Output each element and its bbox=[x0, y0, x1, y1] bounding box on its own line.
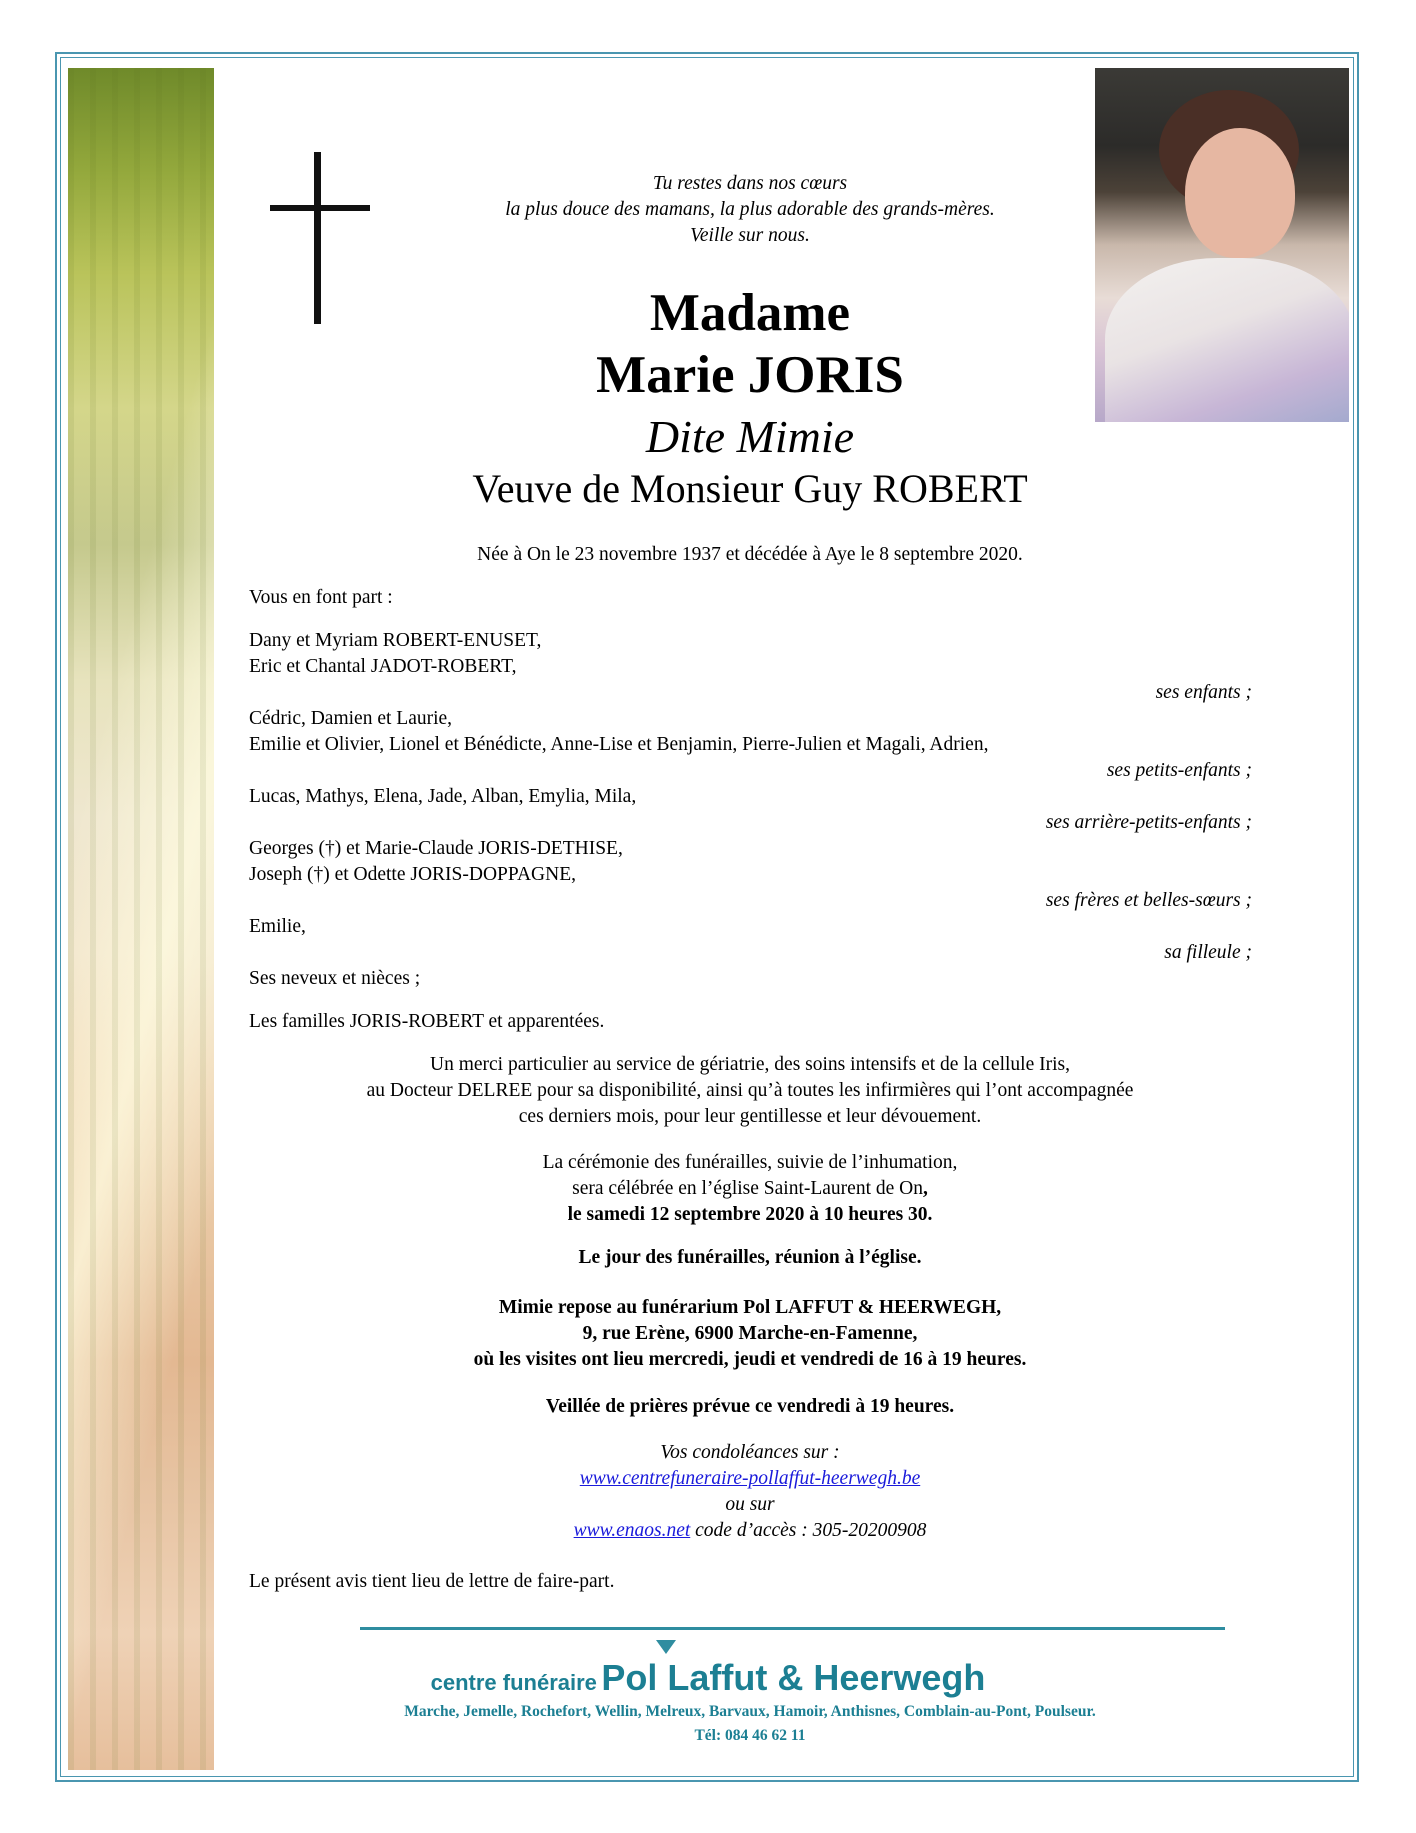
epitaph-line: Veille sur nous. bbox=[690, 225, 810, 246]
siblings-list bbox=[249, 836, 623, 888]
epitaph-line: la plus douce des mamans, la plus adorable des grands-mères. bbox=[505, 199, 995, 220]
thanks-line: ces derniers mois, pour leur gentillesse et leur dévouement. bbox=[518, 1106, 982, 1127]
thanks-line: Un merci particulier au service de gériatrie, des soins intensifs et de la cellule Iris, bbox=[429, 1054, 1070, 1075]
condolences-link-primary[interactable]: www.centrefuneraire-pollaffut-heerwegh.be bbox=[579, 1468, 921, 1489]
birth-death-line: Née à On le 23 novembre 1937 et décédée à Aye le 8 septembre 2020. bbox=[477, 544, 1023, 565]
funerarium-line: où les visites ont lieu mercredi, jeudi et vendredi de 16 à 19 heures. bbox=[473, 1349, 1027, 1370]
forest-path-image bbox=[68, 68, 214, 1770]
goddaughter: Emilie, bbox=[249, 916, 306, 937]
list-item: Dany et Myriam ROBERT-ENUSET, bbox=[249, 630, 542, 651]
goddaughter-label: sa filleule ; bbox=[1164, 942, 1252, 963]
list-item: Eric et Chantal JADOT-ROBERT, bbox=[249, 656, 517, 677]
announcement: Vous en font part : bbox=[249, 587, 393, 608]
vigil-notice: Veillée de prières prévue ce vendredi à 19 heures. bbox=[545, 1396, 955, 1417]
list-item: Emilie et Olivier, Lionel et Bénédicte, Anne-Lise et Benjamin, Pierre-Julien et Magali, Adrien, bbox=[249, 734, 989, 755]
ceremony-line bbox=[240, 1176, 1260, 1202]
deceased-name: Marie JORIS bbox=[596, 346, 904, 404]
footer-logo bbox=[0, 1657, 1416, 1699]
footer-towns: Marche, Jemelle, Rochefort, Wellin, Melreux, Barvaux, Hamoir, Anthisnes, Comblain-au-Pont, Poulseur. bbox=[404, 1703, 1096, 1720]
funerarium-line: 9, rue Erène, 6900 Marche-en-Famenne, bbox=[582, 1323, 918, 1344]
footer-triangle-icon bbox=[656, 1640, 676, 1654]
deceased-nickname: Dite Mimie bbox=[645, 411, 855, 462]
nephews-nieces: Ses neveux et nièces ; bbox=[249, 968, 421, 989]
funerarium-line: Mimie repose au funérarium Pol LAFFUT & HEERWEGH, bbox=[498, 1297, 1002, 1318]
funerarium-paragraph bbox=[240, 1295, 1260, 1373]
epitaph bbox=[240, 171, 1260, 249]
condolences-intro: Vos condoléances sur : bbox=[660, 1442, 840, 1463]
footer-rule bbox=[360, 1627, 1225, 1630]
related-families: Les familles JORIS-ROBERT et apparentées. bbox=[249, 1011, 605, 1032]
grandchildren-label: ses petits-enfants ; bbox=[1106, 760, 1252, 781]
notice-line: Le présent avis tient lieu de lettre de faire-part. bbox=[249, 1571, 615, 1592]
ceremony-church: sera célébrée en l’église Saint-Laurent de On bbox=[572, 1178, 923, 1199]
list-item: Joseph (†) et Odette JORIS-DOPPAGNE, bbox=[249, 864, 576, 885]
deceased-title: Madame bbox=[649, 284, 851, 342]
epitaph-line: Tu restes dans nos cœurs bbox=[652, 173, 848, 194]
great-grandchildren-label: ses arrière-petits-enfants ; bbox=[1045, 812, 1252, 833]
deceased-name-block bbox=[240, 282, 1260, 406]
ceremony-line: La cérémonie des funérailles, suivie de l’inhumation, bbox=[542, 1152, 958, 1173]
thanks-paragraph bbox=[240, 1052, 1260, 1130]
ceremony-date: le samedi 12 septembre 2020 à 10 heures 30. bbox=[567, 1204, 933, 1225]
condolences-block bbox=[240, 1440, 1260, 1544]
access-code: code d’accès : 305-20200908 bbox=[690, 1520, 927, 1541]
grandchildren-list bbox=[249, 706, 988, 758]
logo-name: Pol Laffut & Heerwegh bbox=[601, 1657, 986, 1698]
ceremony-paragraph bbox=[240, 1150, 1260, 1228]
footer-phone: Tél: 084 46 62 11 bbox=[694, 1727, 806, 1744]
meeting-notice: Le jour des funérailles, réunion à l’église. bbox=[578, 1247, 922, 1268]
widow-of: Veuve de Monsieur Guy ROBERT bbox=[472, 466, 1028, 511]
condolences-or: ou sur bbox=[725, 1494, 775, 1515]
list-item: Cédric, Damien et Laurie, bbox=[249, 708, 453, 729]
condolences-link-enaos[interactable]: www.enaos.net bbox=[573, 1520, 691, 1541]
list-item: Georges (†) et Marie-Claude JORIS-DETHISE, bbox=[249, 838, 623, 859]
children-label: ses enfants ; bbox=[1155, 682, 1252, 703]
thanks-line: au Docteur DELREE pour sa disponibilité, ainsi qu’à toutes les infirmières qui l’ont accompagnée bbox=[366, 1080, 1134, 1101]
children-list bbox=[249, 628, 541, 680]
great-grandchildren-list: Lucas, Mathys, Elena, Jade, Alban, Emylia, Mila, bbox=[249, 786, 637, 807]
ceremony-comma: , bbox=[922, 1178, 928, 1199]
siblings-label: ses frères et belles-sœurs ; bbox=[1045, 890, 1252, 911]
logo-prefix: centre funéraire bbox=[430, 1670, 597, 1695]
